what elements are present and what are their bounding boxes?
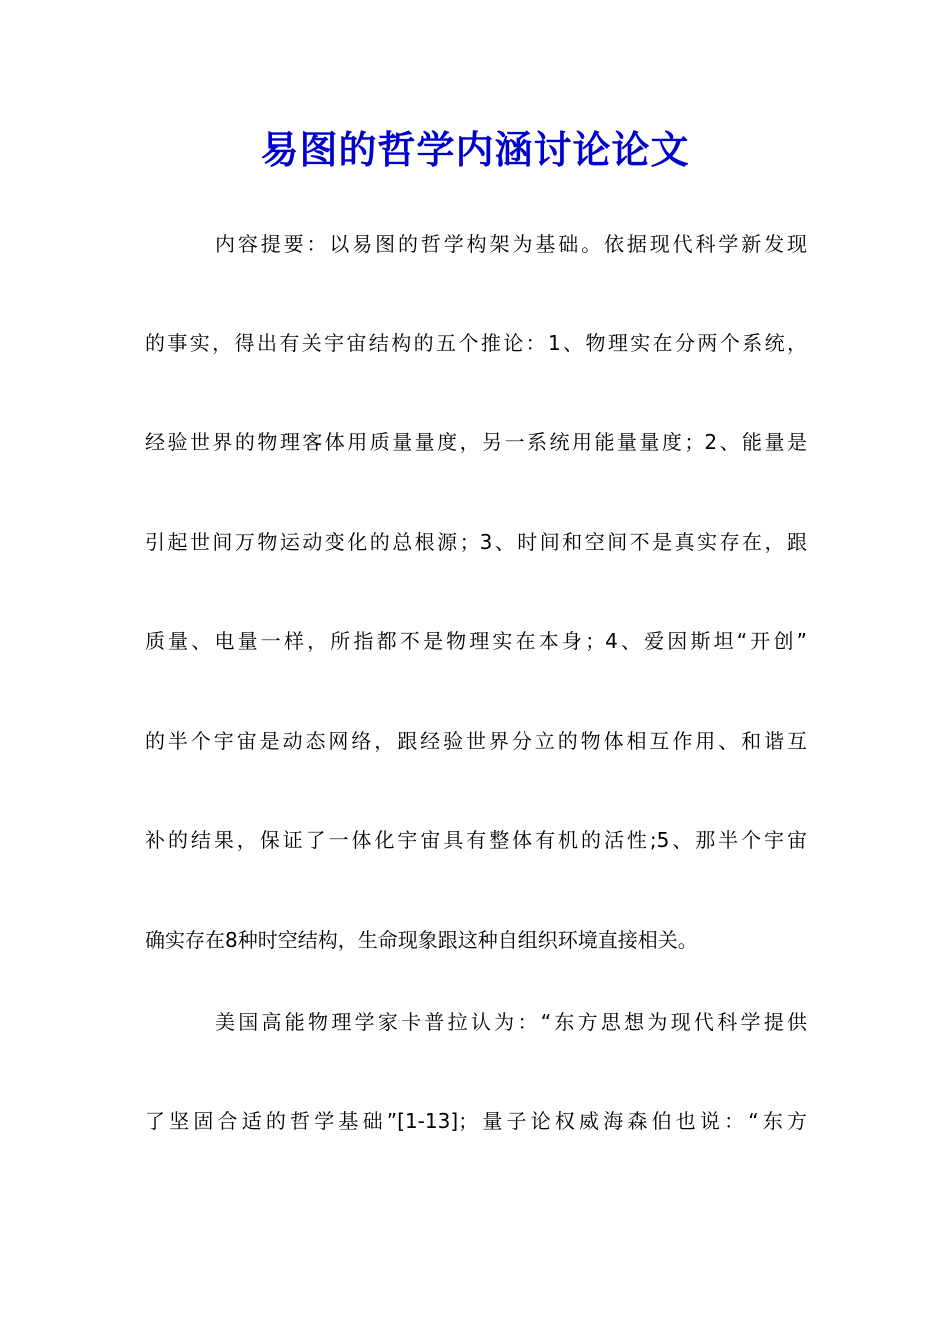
paragraph-line: 经验世界的物理客体用质量量度，另一系统用能量量度；2、能量是 [145, 430, 807, 454]
paragraph-line: 确实存在8种时空结构，生命现象跟这种自组织环境直接相关。 [145, 928, 698, 952]
paragraph-line: 质量、电量一样，所指都不是物理实在本身；4、爱因斯坦“开创” [145, 629, 807, 653]
paragraph-line: 美国高能物理学家卡普拉认为：“东方思想为现代科学提供 [215, 1010, 807, 1034]
paragraph-line: 了坚固合适的哲学基础”[1-13]；量子论权威海森伯也说：“东方 [145, 1109, 807, 1133]
paragraph-line: 补的结果，保证了一体化宇宙具有整体有机的活性;5、那半个宇宙 [145, 828, 807, 852]
paragraph-line: 的事实，得出有关宇宙结构的五个推论：1、物理实在分两个系统， [145, 331, 807, 355]
paragraph-line: 的半个宇宙是动态网络，跟经验世界分立的物体相互作用、和谐互 [145, 729, 807, 753]
document-title: 易图的哲学内涵讨论论文 [260, 127, 690, 172]
paragraph-line: 内容提要：以易图的哲学构架为基础。依据现代科学新发现 [215, 232, 807, 256]
paragraph-line: 引起世间万物运动变化的总根源；3、时间和空间不是真实存在，跟 [145, 530, 807, 554]
